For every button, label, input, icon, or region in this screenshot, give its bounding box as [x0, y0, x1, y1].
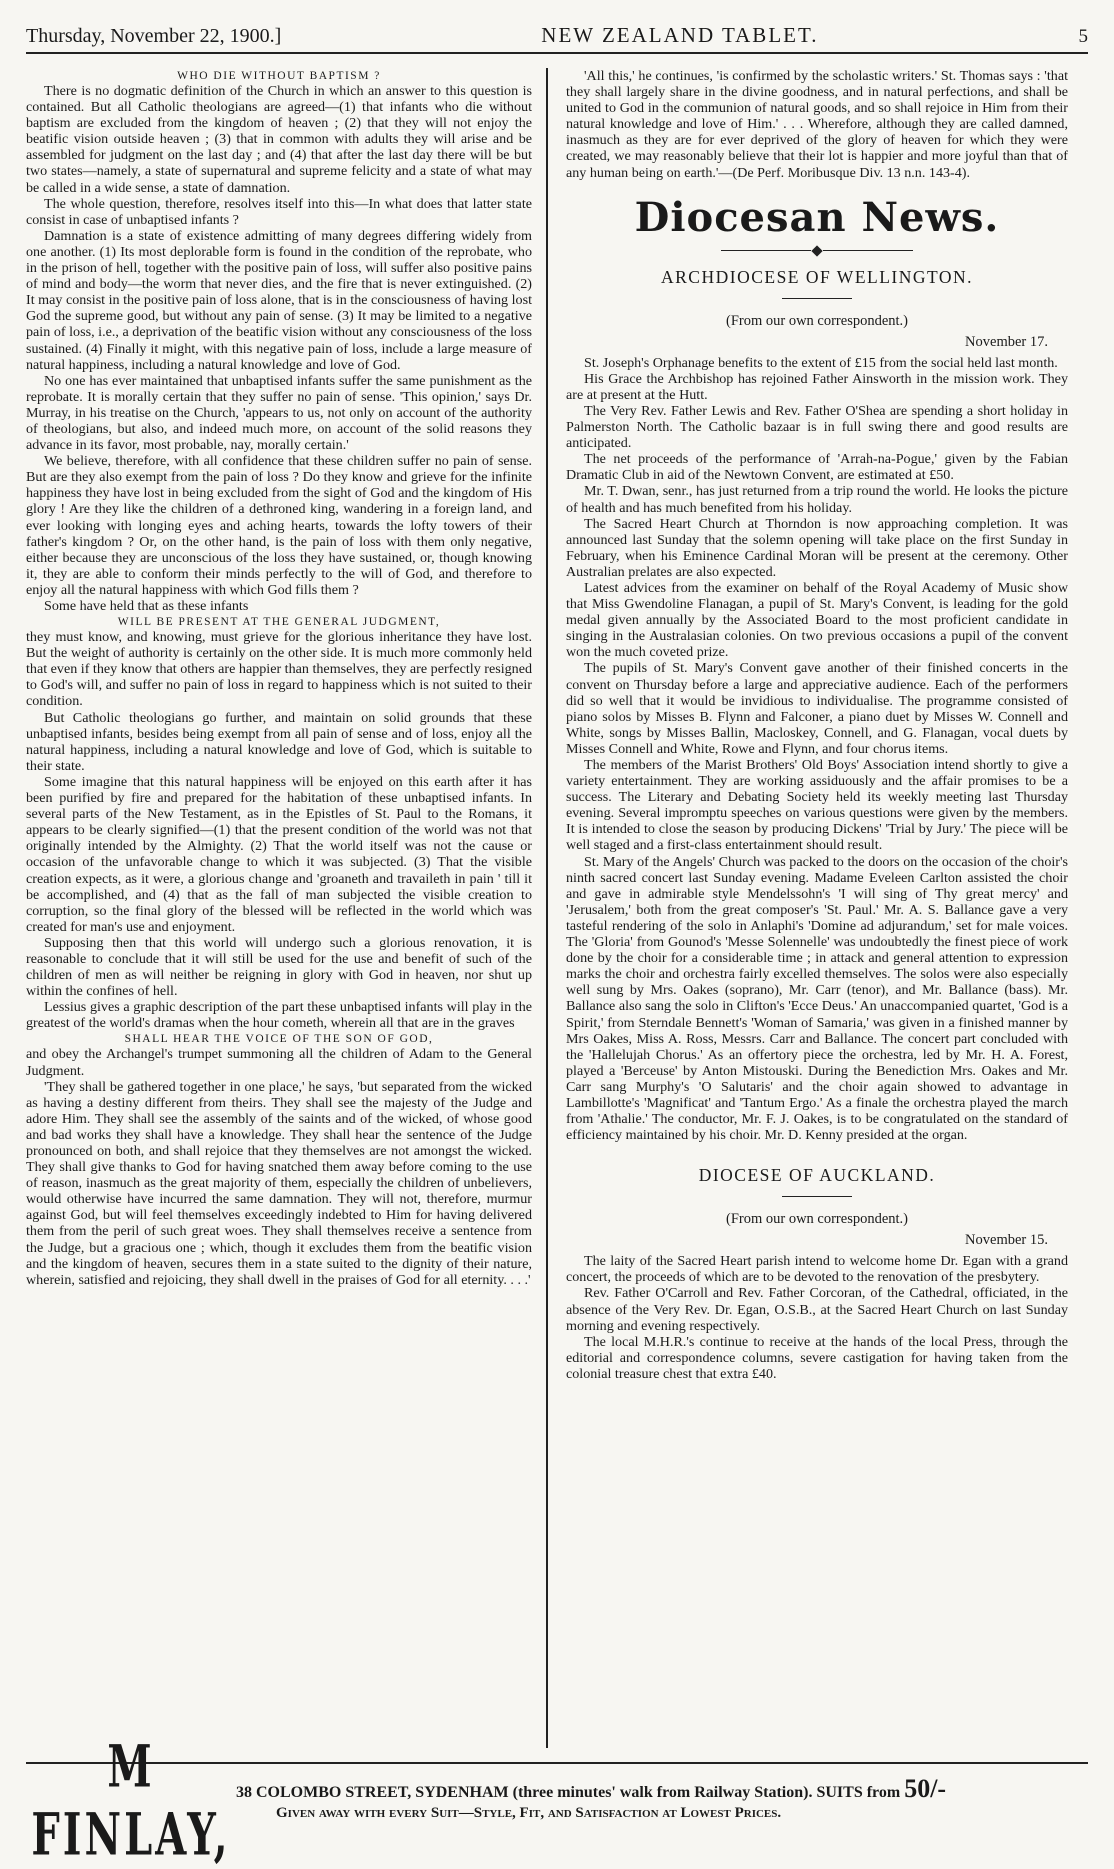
paragraph: they must know, and knowing, must grieve for the glorious inheritance they have lost. But the weight of authority is certainly on the other side. It is much more commonly held that even if they know that others are happier than themselves, they are perfectly resigned to God's will, and suffer no pain of loss in regard to happiness which is not suited to their condition.: [26, 629, 533, 710]
paragraph: 'They shall be gathered together in one place,' he says, 'but separated from the wicked as having a destiny different from theirs. They shall see the majesty of the Judge and adore Him. They shall see the assembly of the saints and of the wicked, of whose good and bad works they shall have a knowledge. They shall hear the sentence of the Judge pronounced on both, and shall rejoice that they themselves are not amongst the wicked. They shall give thanks to God for having snatched them away before coming to the use of reason, inasmuch as the great majority of them, especially the children of unbelievers, would otherwise have incurred the same damnation. They will not, therefore, murmur against God, but will feel themselves exceedingly indebted to Him for having delivered them from the peril of such great woes. They shall themselves receive a sentence from the Judge, but a gracious one ; which, though it excludes them from the beatific vision and the kingdom of heaven, secures them in a state suited to the dignity of their nature, wherein, satisfied and rejoicing, they shall dwell in the praises of God for all eternity. . . .': [26, 1078, 532, 1288]
news-item: The Sacred Heart Church at Thorndon is now approaching completion. It was announced last Sunday that the solemn opening will take place on the first Sunday in February, when his Eminence Cardinal Moran will be present at the ceremony. Other Australian prelates are also expected.: [566, 515, 1068, 580]
advertisement: [26, 1732, 1088, 1869]
article-heading: WHO DIE WITHOUT BAPTISM ?: [177, 70, 381, 82]
news-item: The pupils of St. Mary's Convent gave another of their finished concerts in the convent on Thursday before a large and appreciative audience. Each of the performers did so well that it would be invidious to individualise. The programme consisted of piano solos by Misses B. Flynn and Falconer, a piano duet by Misses W. Connell and White, songs by Misses Ballin, Macloskey, Connell, and G. Flanagan, vocal duets by Misses Connell and White, Rowe and Flynn, and four chorus items.: [566, 660, 1068, 757]
wellington-heading: ARCHDIOCESE OF WELLINGTON.: [660, 266, 974, 287]
auckland-heading: DIOCESE OF AUCKLAND.: [698, 1165, 936, 1186]
masthead: [26, 14, 1088, 54]
news-item: Mr. T. Dwan, senr., has just returned from a trip round the world. He looks the picture of health and has much benefited from his holiday.: [566, 483, 1068, 516]
right-column: [548, 68, 1068, 1748]
page-number: 5: [1078, 26, 1088, 47]
issue-date: Thursday, November 22, 1900.]: [26, 25, 282, 47]
advert-line-2: Given away with every Suit—Style, Fit, and Satisfaction at Lowest Prices.: [276, 1805, 782, 1821]
paragraph: 'All this,' he continues, 'is confirmed by the scholastic writers.' St. Thomas says : 'that they shall largely share in the divine goodness, and in natural perfections, and shall be united to God in the communion of natural goods, and so shall rejoice in Him from their natural knowledge and love of Him.' . . . Wherefore, although they are called damned, inasmuch as they are for ever deprived of the glory of heaven for which they were created, we may reasonably believe that their lot is happier and more joyful than that of any human being on earth.'—(De Perf. Moribusque Div. 13 n.n. 143-4).: [566, 68, 1068, 181]
subheading: SHALL HEAR THE VOICE OF THE SON OF GOD,: [124, 1033, 434, 1046]
left-column: [26, 68, 546, 1748]
correspondent-line: (From our own correspondent.): [725, 1211, 908, 1228]
diamond-icon: [811, 245, 822, 256]
paragraph: Some have held that as these infants: [44, 598, 249, 614]
news-item: The local M.H.R.'s continue to receive at the hands of the local Press, through the editorial and correspondence columns, severe castigation for having taken from the colonial treasure chest that extra £40.: [566, 1333, 1068, 1382]
paragraph: There is no dogmatic definition of the Church in which an answer to this question is contained. But all Catholic theologians are agreed—(1) that infants who die without baptism are excluded from the kingdom of heaven ; (2) that they will not enjoy the beatific vision outside heaven ; (3) that in common with adults they will arise and be assembled for judgment on the last day ; and (4) that after the last day there will be but two states—namely, a state of supernatural and supreme felicity and a state of what may be called in a wide sense, a state of damnation.: [26, 83, 532, 196]
section-title: Diocesan News.: [634, 193, 1000, 241]
paragraph: But Catholic theologians go further, and maintain on solid grounds that these unbaptised infants, besides being exempt from all pain of sense and of loss, enjoy all the natural happiness, including a natural knowledge and love of God, which is suitable to their state.: [26, 709, 532, 774]
paragraph: Supposing then that this world will undergo such a glorious renovation, it is reasonable to conclude that it will still be used for the use and benefit of such of the children of men as will neither be reigning in glory with God in heaven, nor shut up within the confines of hell.: [26, 934, 532, 1000]
news-item: The net proceeds of the performance of 'Arrah-na-Pogue,' given by the Fabian Dramatic Club in aid of the Newtown Convent, are estimated at £50.: [566, 451, 1068, 484]
paragraph: Some imagine that this natural happiness will be enjoyed on this earth after it has been purified by fire and prepared for the habitation of these unbaptised infants. In several parts of the New Testament, as in the Epistles of St. Paul to the Romans, it appears to be clearly signified—(1) that the present condition of the world was not that originally intended by the Almighty. (2) That the world itself was not the cause or occasion of the unfavorable change to which it was subjected. (3) That the visible creation expects, as it were, a glorious change and 'groaneth and travaileth in pain ' till it be accomplished, and (4) that as the fall of man subjected the visible creation to corruption, so the final glory of the blessed will be reflected in the world which was created for man's use and enjoyment.: [26, 773, 532, 935]
advert-line-1: [236, 1774, 1088, 1803]
news-item: The Very Rev. Father Lewis and Rev. Father O'Shea are spending a short holiday in Palmerston North. The Catholic bazaar is in full swing there and good results are anticipated.: [566, 402, 1068, 452]
paragraph: Lessius gives a graphic description of the part these unbaptised infants will play in the greatest of the world's dramas when the hour cometh, wherein all that are in the graves: [26, 999, 532, 1032]
advert-text: [236, 1774, 1088, 1824]
short-rule: [782, 298, 852, 299]
short-rule: [782, 1196, 852, 1197]
news-item: The laity of the Sacred Heart parish intend to welcome home Dr. Egan with a grand concert, the proceeds of which are to be devoted to the renovation of the presbytery.: [566, 1253, 1068, 1286]
dateline: November 15.: [965, 1232, 1048, 1249]
paragraph: We believe, therefore, with all confidence that these children suffer no pain of sense. But are they also exempt from the pain of loss ? Do they know and grieve for the infinite happiness they have lost in being excluded from the sight of God and the kingdom of His glory ! Are they like the children of a dethroned king, wandering in a foreign land, and ever looking with longing eyes and aching hearts, towards the lofty towers of their father's kingdom ? Or, on the other hand, is the pain of loss with them only negative, either because they are unconscious of the loss they have sustained, or, though knowing it, they are able to conform their minds perfectly to the will of God, and therefore to enjoy all the natural happiness with which God fills them ?: [26, 453, 532, 598]
columns: [26, 68, 1088, 1748]
paragraph: and obey the Archangel's trumpet summoning all the children of Adam to the General Judgment.: [26, 1046, 532, 1079]
advert-price: 50/-: [904, 1774, 947, 1803]
paragraph: The whole question, therefore, resolves itself into this—In what does that latter state consist in case of unbaptised infants ?: [26, 195, 532, 228]
paragraph: No one has ever maintained that unbaptised infants suffer the same punishment as the reprobate. It is morally certain that they suffer no pain of sense. 'This opinion,' says Dr. Murray, in his treatise on the Church, 'appears to us, not only on account of the authority of theologians, but also, and indeed much more, on account of the solid reasons they advance in its favor, most probable, nay, morally certain.': [26, 372, 532, 454]
ornament-divider: [566, 247, 1068, 255]
news-item: Latest advices from the examiner on behalf of the Royal Academy of Music show that Miss Gwendoline Flanagan, a pupil of St. Mary's Convent, is leading for the gold medal given annually by the Associated Board to the most proficient candidate in singing in the Australasian colonies. On two previous occasions a pupil of the convent won the much coveted prize.: [566, 579, 1068, 661]
paragraph: Damnation is a state of existence admitting of many degrees differing widely from one another. (1) Its most deplorable form is found in the condition of the reprobate, who in the prison of hell, together with the positive pain of loss, will suffer also positive pains of mind and body—the worm that never dies, and the fire that is never extinguished. (2) It may consist in the positive pain of loss alone, that is in the consciousness of having lost God the supreme good, but without any pain of sense. (3) It may be limited to a negative pain of loss, i.e., a deprivation of the beatific vision without any consciousness of the loss sustained. (4) Finally it might, with this negative pain of loss, include a large measure of natural happiness, including a natural knowledge and love of God.: [26, 227, 532, 373]
news-item: The members of the Marist Brothers' Old Boys' Association intend shortly to give a variety entertainment. They are working assiduously and the affair promises to be a success. The Literary and Debating Society held its weekly meeting last Thursday evening. Several impromptu speeches on various questions were given by the members. It is intended to close the season by producing Dickens' 'Trial by Jury.' The piece will be well staged and a first-class entertainment should result.: [566, 757, 1068, 854]
advert-brand: M FINLAY,: [31, 1732, 231, 1869]
news-item: His Grace the Archbishop has rejoined Father Ainsworth in the mission work. They are at present at the Hutt.: [566, 370, 1068, 403]
news-item: St. Mary of the Angels' Church was packed to the doors on the occasion of the choir's ninth sacred concert last Sunday evening. Madame Eveleen Carlton assisted the choir and gave in admirable style Mendelssohn's 'I will sing of Thy great mercy' and 'Jerusalem,' both from the great composer's 'St. Paul.' Mr. A. S. Ballance gave a very tasteful rendering of the solo in Anlaphi's 'Domine ad adjurandum,' set for male voices. The 'Gloria' from Gounod's 'Messe Solennelle' was undoubtedly the finest piece of work done by the choir for a considerable time ; in attack and general attention to expression marks the choir and orchestra fairly excelled themselves. The solos were also especially well sung by Mrs. Oakes (soprano), Mr. Carr (tenor), and Mr. Ballance (bass). Mr. Ballance also sang the solo in Clifton's 'Ecce Deus.' An unaccompanied quartet, 'God is a Spirit,' from Sterndale Bennett's 'Woman of Samaria,' was given in a finished manner by Mrs Oakes, Miss A. Ross, Messrs. Carr and Ballance. The concert part concluded with the 'Hallelujah Chorus.' As an offertory piece the orchestra, led by Mr. H. A. Forest, played a 'Berceuse' by Anton Mistouski. During the Benediction Mrs. Oakes and Mr. Carr sang Murphy's 'O Salutaris' and the choir again showed to advantage in Lambillotte's 'Magnificat' and 'Tantum Ergo.' As a finale the orchestra played the march from 'Athalie.' The conductor, Mr. F. J. Oakes, is to be congratulated on the standard of efficiency maintained by his choir. Mr. D. Kenny presided at the organ.: [566, 853, 1068, 1144]
subheading: WILL BE PRESENT AT THE GENERAL JUDGMENT,: [117, 616, 441, 629]
paper-title: NEW ZEALAND TABLET.: [541, 23, 819, 47]
news-item: St. Joseph's Orphanage benefits to the extent of £15 from the social held last month.: [584, 354, 1058, 371]
news-item: Rev. Father O'Carroll and Rev. Father Corcoran, of the Cathedral, officiated, in the absence of the Very Rev. Dr. Egan, O.S.B., at the Sacred Heart Church on last Sunday morning and evening respectively.: [566, 1285, 1068, 1334]
advert-address: 38 COLOMBO STREET, SYDENHAM (three minutes' walk from Railway Station). SUITS from: [236, 1784, 901, 1801]
correspondent-line: (From our own correspondent.): [725, 312, 908, 329]
dateline: November 17.: [965, 333, 1048, 350]
